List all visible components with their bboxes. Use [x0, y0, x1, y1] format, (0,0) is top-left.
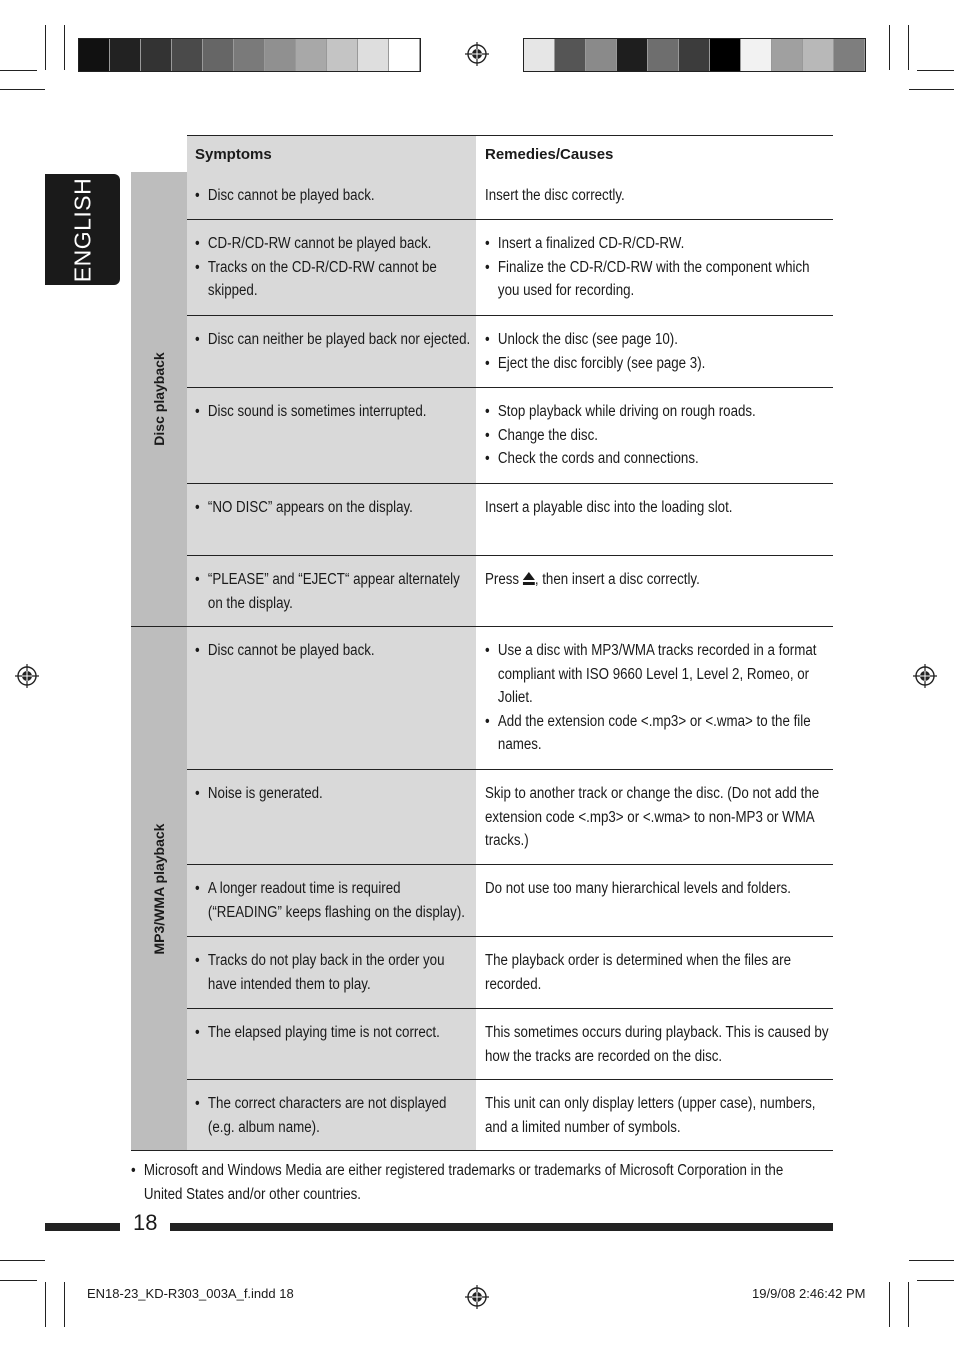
color-swatch — [389, 39, 420, 71]
remedy-cell — [476, 556, 833, 626]
remedy-text: Skip to another track or change the disc. (Do not add the extension code <.mp3> or <.wma> to non-MP3 or WMA tracks.) — [485, 785, 820, 850]
table-row — [187, 1009, 833, 1080]
symptom-cell — [187, 1009, 476, 1079]
color-swatch — [358, 39, 389, 71]
table-row — [187, 172, 833, 220]
symptom-item: • The correct characters are not displayed (e.g. album name). — [195, 1092, 472, 1139]
color-swatch — [648, 39, 679, 71]
remedy-cell — [476, 770, 833, 864]
remedy-cell — [476, 172, 833, 219]
symptom-cell — [187, 388, 476, 483]
table-row — [187, 220, 833, 316]
remedy-text: Insert a playable disc into the loading slot. — [485, 499, 733, 516]
trademark-note-text: • Microsoft and Windows Media are either registered trademarks or trademarks of Microsoft Corporation in the United States and/or other countries. — [131, 1159, 810, 1206]
crop-mark — [917, 1280, 954, 1281]
remedy-text: , then insert a disc correctly. — [534, 571, 700, 588]
color-swatch — [234, 39, 265, 71]
remedy-cell — [476, 865, 833, 936]
crop-mark — [908, 1282, 909, 1327]
remedy-item: • Insert a finalized CD-R/CD-RW. — [485, 232, 833, 256]
color-swatch — [710, 39, 741, 71]
remedy-cell — [476, 627, 833, 769]
group-disc-playback — [131, 172, 187, 626]
table-header — [187, 135, 833, 174]
remedies-header: Remedies/Causes — [476, 136, 833, 173]
crop-mark — [64, 1282, 65, 1327]
symptom-item: • “PLEASE” and “EJECT“ appear alternately on the display. — [195, 568, 472, 615]
group-label: Disc playback — [151, 352, 167, 446]
footer-file: EN18-23_KD-R303_003A_f.indd 18 — [87, 1286, 294, 1301]
registration-mark-icon — [15, 664, 39, 688]
symptom-item: • Disc cannot be played back. — [195, 184, 472, 208]
table-row — [187, 627, 833, 770]
symptom-item: • The elapsed playing time is not correct. — [195, 1021, 472, 1045]
symptom-item: • CD-R/CD-RW cannot be played back. — [195, 232, 472, 256]
symptom-item: • Noise is generated. — [195, 782, 472, 806]
color-swatch — [296, 39, 327, 71]
table-row — [187, 865, 833, 937]
crop-mark — [889, 25, 890, 70]
symptom-cell — [187, 627, 476, 769]
color-swatch — [803, 39, 834, 71]
remedy-item: • Check the cords and connections. — [485, 447, 833, 471]
color-swatch — [203, 39, 234, 71]
remedy-text: This sometimes occurs during playback. This is caused by how the tracks are recorded on the disc. — [485, 1024, 829, 1065]
trademark-note — [131, 1159, 810, 1206]
page-rule-left — [45, 1223, 120, 1231]
color-swatch — [110, 39, 141, 71]
crop-mark — [0, 89, 45, 90]
group-label: MP3/WMA playback — [151, 823, 167, 954]
crop-mark — [908, 25, 909, 70]
symptom-cell — [187, 316, 476, 387]
group-divider — [131, 1150, 833, 1151]
table-row — [187, 770, 833, 865]
color-swatch — [772, 39, 803, 71]
footer-timestamp: 19/9/08 2:46:42 PM — [752, 1286, 866, 1301]
table-row — [187, 316, 833, 388]
color-swatch — [834, 39, 865, 71]
symptom-cell — [187, 937, 476, 1008]
remedy-cell — [476, 316, 833, 387]
remedy-cell — [476, 220, 833, 315]
table-row — [187, 1080, 833, 1150]
remedy-item: • Unlock the disc (see page 10). — [485, 328, 833, 352]
group-mp3-wma-playback — [131, 626, 187, 1151]
remedy-text: This unit can only display letters (upper case), numbers, and a limited number of symbols. — [485, 1095, 816, 1136]
symptom-item: • Tracks on the CD-R/CD-RW cannot be skipped. — [195, 256, 472, 303]
crop-mark — [0, 1260, 45, 1261]
page-rule-right — [170, 1223, 833, 1231]
symptom-cell — [187, 865, 476, 936]
symptom-item: • “NO DISC” appears on the display. — [195, 496, 472, 520]
remedy-cell — [476, 388, 833, 483]
language-tab-label: ENGLISH — [69, 177, 95, 282]
registration-mark-icon — [913, 664, 937, 688]
symptom-item: • Disc can neither be played back nor ejected. — [195, 328, 472, 352]
right-color-bar — [523, 38, 866, 72]
remedy-cell — [476, 1080, 833, 1150]
color-swatch — [172, 39, 203, 71]
crop-mark — [917, 70, 954, 71]
remedy-text: Do not use too many hierarchical levels and folders. — [485, 880, 792, 897]
crop-mark — [889, 1282, 890, 1327]
registration-mark-icon — [465, 42, 489, 66]
symptom-cell — [187, 1080, 476, 1150]
remedy-text: Press — [485, 571, 523, 588]
table-row — [187, 937, 833, 1009]
symptom-cell — [187, 172, 476, 219]
remedy-item: • Eject the disc forcibly (see page 3). — [485, 352, 833, 376]
crop-mark — [909, 1260, 954, 1261]
remedy-cell — [476, 937, 833, 1008]
eject-icon — [523, 572, 535, 585]
crop-mark — [909, 89, 954, 90]
crop-mark — [64, 25, 65, 70]
symptom-item: • Disc sound is sometimes interrupted. — [195, 400, 472, 424]
page-number: 18 — [133, 1210, 158, 1235]
symptom-cell — [187, 220, 476, 315]
symptom-item: • Disc cannot be played back. — [195, 639, 472, 663]
crop-mark — [0, 70, 37, 71]
remedy-item: • Finalize the CD-R/CD-RW with the component which you used for recording. — [485, 256, 833, 303]
color-swatch — [327, 39, 358, 71]
symptoms-header: Symptoms — [187, 136, 476, 173]
symptom-cell — [187, 770, 476, 864]
symptom-cell — [187, 484, 476, 555]
remedy-item: • Add the extension code <.mp3> or <.wma> to the file names. — [485, 710, 833, 757]
color-swatch — [555, 39, 586, 71]
table-row — [187, 556, 833, 626]
remedy-cell — [476, 484, 833, 555]
color-swatch — [265, 39, 296, 71]
symptom-cell — [187, 556, 476, 626]
remedy-text: Insert the disc correctly. — [485, 187, 625, 204]
crop-mark — [0, 1280, 37, 1281]
color-swatch — [617, 39, 648, 71]
color-swatch — [586, 39, 617, 71]
crop-mark — [45, 25, 46, 70]
table-row — [187, 388, 833, 484]
remedy-item: • Stop playback while driving on rough roads. — [485, 400, 833, 424]
remedy-item: • Change the disc. — [485, 424, 833, 448]
symptom-item: • A longer readout time is required (“READING” keeps flashing on the display). — [195, 877, 472, 924]
color-swatch — [741, 39, 772, 71]
registration-mark-icon — [465, 1285, 489, 1309]
left-color-bar — [78, 38, 421, 72]
color-swatch — [524, 39, 555, 71]
color-swatch — [679, 39, 710, 71]
color-swatch — [141, 39, 172, 71]
language-tab — [45, 174, 120, 285]
color-swatch — [79, 39, 110, 71]
table-row — [187, 484, 833, 556]
remedy-cell — [476, 1009, 833, 1079]
remedy-text: The playback order is determined when the files are recorded. — [485, 952, 792, 993]
remedy-item: • Use a disc with MP3/WMA tracks recorded in a format compliant with ISO 9660 Level 1, Level 2, Romeo, or Joliet. — [485, 639, 833, 710]
crop-mark — [45, 1282, 46, 1327]
symptom-item: • Tracks do not play back in the order you have intended them to play. — [195, 949, 472, 996]
